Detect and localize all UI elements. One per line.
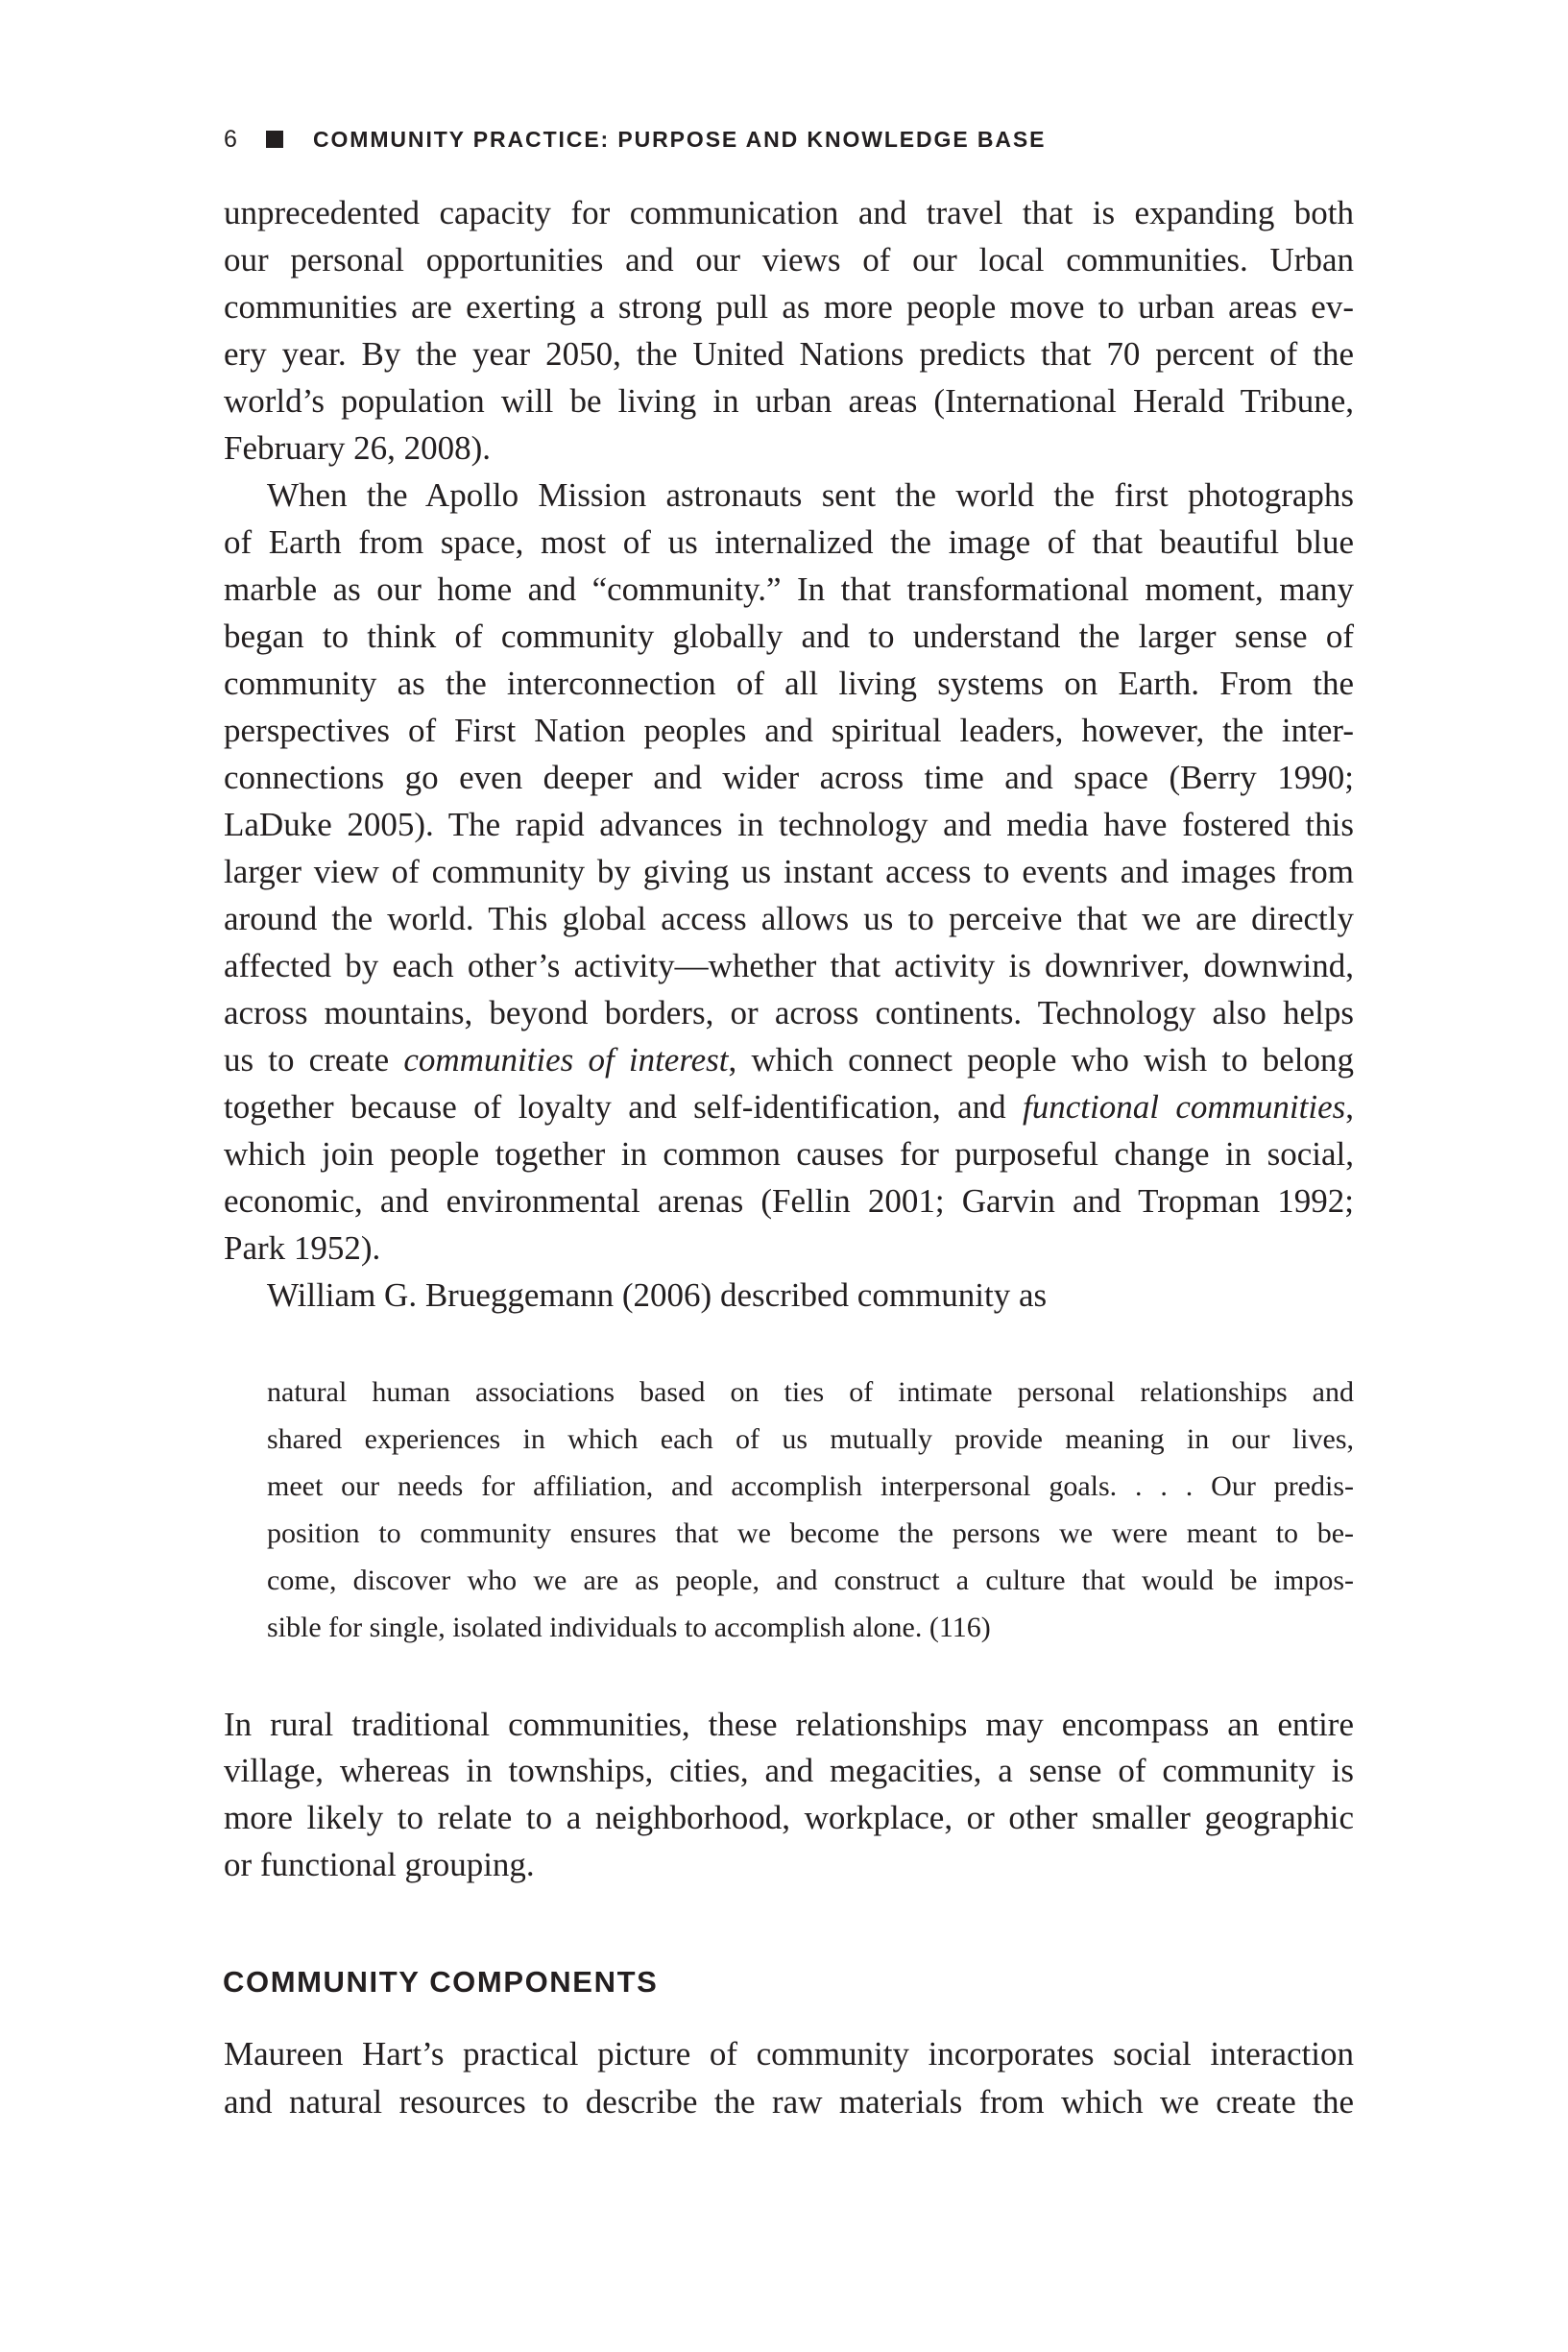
text-run: , which connect people who wish to belong [728,1041,1354,1079]
body-line [224,1088,1354,1127]
section-heading: COMMUNITY COMPONENTS [223,1965,659,1999]
body-line: around the world. This global access allows us to perceive that we are directly [224,900,1354,937]
body-line: connections go even deeper and wider across time and space (Berry 1990; [224,759,1354,796]
body-line: communities are exerting a strong pull as more people move to urban areas ev- [224,288,1354,326]
blockquote-line: natural human associations based on ties of intimate personal relationships and [267,1376,1354,1408]
body-line: more likely to relate to a neighborhood, workplace, or other smaller geographic [224,1799,1354,1836]
body-line: community as the interconnection of all living systems on Earth. From the [224,665,1354,702]
italic-term: functional communities [1023,1088,1346,1126]
running-head-title: COMMUNITY PRACTICE: PURPOSE AND KNOWLEDGE BASE [313,126,1047,152]
blockquote-line: meet our needs for affiliation, and accomplish interpersonal goals. . . . Our predis- [267,1470,1354,1502]
body-line: February 26, 2008). [224,429,492,467]
body-line: William G. Brueggemann (2006) described community as [267,1276,1048,1314]
body-line: Maureen Hart’s practical picture of community incorporates social interaction [224,2035,1354,2073]
body-line: across mountains, beyond borders, or across continents. Technology also helps [224,994,1354,1031]
body-line: perspectives of First Nation peoples and spiritual leaders, however, the inter- [224,712,1354,749]
body-line: of Earth from space, most of us internalized the image of that beautiful blue [224,523,1354,561]
body-line: world’s population will be living in urban areas (International Herald Tribune, [224,382,1354,420]
body-line: village, whereas in townships, cities, and megacities, a sense of community is [224,1752,1354,1789]
body-line: unprecedented capacity for communication and travel that is expanding both [224,194,1354,231]
blockquote-line: sible for single, isolated individuals to accomplish alone. (116) [267,1612,991,1643]
body-line: LaDuke 2005). The rapid advances in technology and media have fostered this [224,806,1354,843]
text-run: us to create [224,1041,404,1079]
body-line: began to think of community globally and to understand the larger sense of [224,618,1354,655]
body-line: ery year. By the year 2050, the United Nations predicts that 70 percent of the [224,335,1354,373]
body-line: marble as our home and “community.” In that transformational moment, many [224,570,1354,608]
body-line: In rural traditional communities, these relationships may encompass an entire [224,1706,1354,1743]
body-line: our personal opportunities and our views of our local communities. Urban [224,241,1354,279]
body-line: larger view of community by giving us instant access to events and images from [224,853,1354,890]
page-number: 6 [224,125,237,153]
running-head [224,123,1046,156]
body-line [224,1041,1354,1079]
body-line: economic, and environmental arenas (Fellin 2001; Garvin and Tropman 1992; [224,1182,1354,1220]
italic-term: communities of interest [403,1041,729,1079]
body-line: or functional grouping. [224,1846,535,1883]
black-square-icon [266,131,283,148]
text-run: together because of loyalty and self-identification, and [224,1088,1024,1126]
body-line: which join people together in common causes for purposeful change in social, [224,1135,1354,1173]
body-line: affected by each other’s activity—whether that activity is downriver, downwind, [224,947,1354,984]
blockquote-line: shared experiences in which each of us mutually provide meaning in our lives, [267,1423,1354,1455]
blockquote-line: position to community ensures that we become the persons we were meant to be- [267,1517,1354,1549]
body-line: Park 1952). [224,1229,381,1267]
blockquote-line: come, discover who we are as people, and construct a culture that would be impos- [267,1564,1354,1596]
body-line: When the Apollo Mission astronauts sent the world the first photographs [267,476,1354,514]
text-run: , [1345,1088,1354,1126]
body-line: and natural resources to describe the raw materials from which we create the [224,2083,1354,2121]
